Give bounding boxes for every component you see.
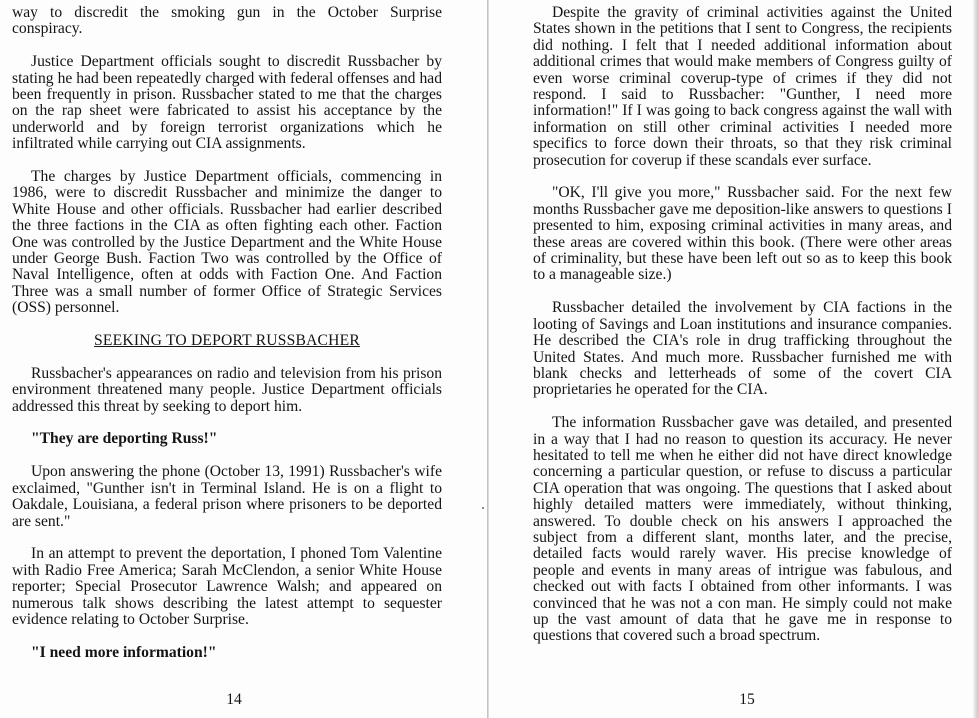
bold-subheading: "They are deporting Russ!" (31, 430, 218, 448)
right-page (489, 0, 973, 718)
paragraph: Justice Department officials sought to discredit Russbacher by stating he had been repeatedly charged with federal offenses and had been frequently in prison. Russbacher stated to me that the charges on the rap sheet were fabricated to assist his acceptance by the underworld and by foreign terrorist organizations which he infiltrated while carrying out CIA assignments. (12, 53, 442, 153)
paragraph: Russbacher's appearances on radio and television from his prison environment threatened many people. Justice Department officials addressed this threat by seeking to deport him. (12, 364, 442, 415)
paragraph: The information Russbacher gave was detailed, and presented in a way that I had no reason to question its accuracy. He never hesitated to tell me when he either did not have direct knowledge concerning a particular question, or refuse to discuss a particular CIA operation that was ongoing. The questions that I asked about highly detailed matters were immediately, without thinking, answered. To double check on his answers I approached the subject from a different slant, months later, and the precise, detailed facts would rarely waver. His precise knowledge of people and events in many areas of intrigue was fabulous, and checked out with facts I obtained from other informants. I was convinced that he was not a con man. He simply could not make up the vast amount of data that he gave me in response to questions that covered such a broad spectrum. (533, 414, 952, 645)
section-heading: SEEKING TO DEPORT RUSSBACHER (94, 332, 360, 350)
paragraph: way to discredit the smoking gun in the October Surprise conspiracy. (12, 4, 442, 38)
paragraph: The charges by Justice Department officials, commencing in 1986, were to discredit Russbacher and minimize the danger to White House and other officials. Russbacher had earlier described the three factions in the CIA as often fighting each other. Faction One was controlled by the Justice Department and the White House under George Bush. Faction Two was controlled by the Office of Naval Intelligence, often at odds with Faction One. And Faction Three was a small number of former Office of Strategic Services (OSS) personnel. (12, 168, 442, 317)
paragraph: In an attempt to prevent the deportation, I phoned Tom Valentine with Radio Free America; Sarah McClendon, a senior White House reporter; Special Prosecutor Lawrence Walsh; and appeared on numerous talk shows describing the latest attempt to sequester evidence relating to October Surprise. (12, 545, 442, 628)
paragraph: Upon answering the phone (October 13, 1991) Russbacher's wife exclaimed, "Gunther isn't in Terminal Island. He is on a flight to Oakdale, Louisiana, a federal prison where prisoners to be deported are sent." (12, 463, 442, 530)
right-page-content (533, 5, 952, 645)
paragraph: "OK, I'll give you more," Russbacher said. For the next few months Russbacher gave me deposition-like answers to questions I presented to him, exposing criminal activities in many areas, and these areas are covered within this book. (There were other areas of criminality, but these have been left out so as to keep this book to a manageable size.) (533, 184, 952, 284)
page-number: 15 (739, 691, 755, 708)
page-edge (973, 0, 978, 718)
left-page-content (12, 5, 442, 678)
bold-subheading: "I need more information!" (31, 643, 217, 661)
left-page (0, 0, 487, 718)
scan-speck (482, 507, 484, 509)
paragraph: Despite the gravity of criminal activities against the United States shown in the petitions that I sent to Congress, the recipients did nothing. I felt that I needed additional information about additional crimes that would make members of Congress guilty of even worse criminal coverup-type of crimes if they did not respond. I said to Russbacher: "Gunther, I need more information!" If I was going to back congress against the wall with information on still other criminal activities I needed more specifics to force down their throats, so that they risk criminal prosecution for coverup if these scandals ever surface. (533, 4, 952, 169)
page-number: 14 (226, 691, 242, 708)
paragraph: Russbacher detailed the involvement by CIA factions in the looting of Savings and Loan institutions and insurance companies. He described the CIA's role in drug trafficking throughout the United States. And much more. Russbacher furnished me with blank checks and letterheads of some of the covert CIA proprietaries he operated for the CIA. (533, 299, 952, 399)
